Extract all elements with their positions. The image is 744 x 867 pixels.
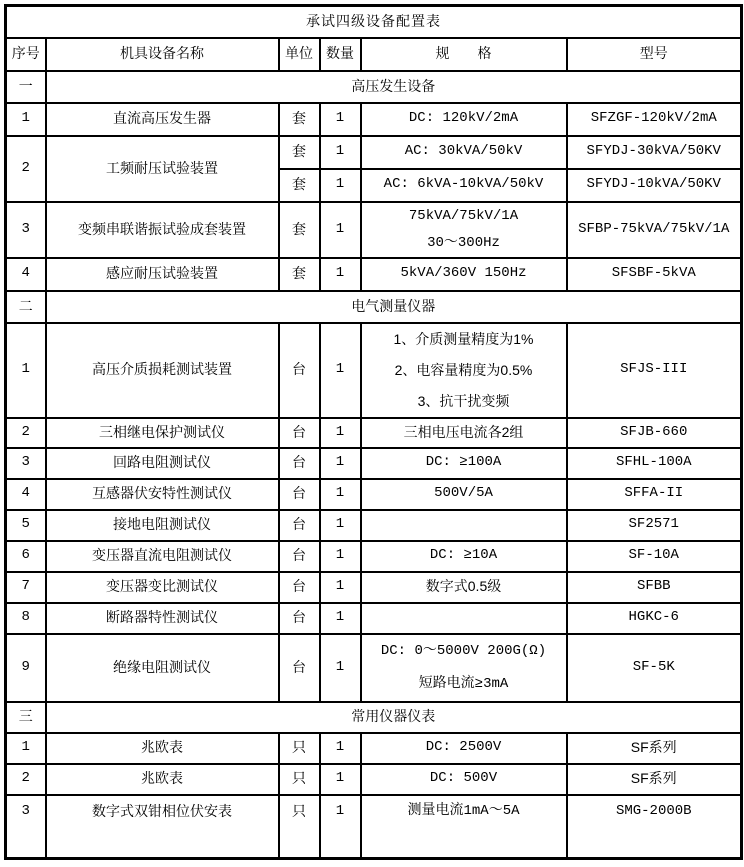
cell-unit: 台 [279, 510, 320, 541]
table-row [6, 103, 742, 136]
cell-name: 接地电阻测试仪 [46, 510, 279, 541]
spec-line: DC: 0～5000V 200G(Ω) [380, 642, 547, 659]
section-title: 电气测量仪器 [46, 291, 742, 323]
cell-unit: 台 [279, 634, 320, 702]
col-header-qty: 数量 [320, 38, 361, 71]
cell-name: 变压器直流电阻测试仪 [46, 541, 279, 572]
table-row [6, 733, 742, 764]
section-row-3 [6, 702, 742, 733]
cell-name: 回路电阻测试仪 [46, 448, 279, 479]
cell-qty: 1 [320, 418, 361, 448]
cell-model: SF2571 [567, 510, 742, 541]
cell-unit: 台 [279, 448, 320, 479]
cell-no: 3 [6, 448, 46, 479]
cell-unit: 台 [279, 323, 320, 418]
cell-spec: 三相电压电流各2组 [361, 418, 567, 448]
cell-model: SFBP-75kVA/75kV/1A [567, 202, 742, 258]
cell-spec: DC: ≥10A [361, 541, 567, 572]
cell-unit: 套 [279, 103, 320, 136]
cell-unit: 只 [279, 764, 320, 795]
cell-model: SF-10A [567, 541, 742, 572]
cell-unit: 台 [279, 572, 320, 603]
cell-qty: 1 [320, 479, 361, 510]
cell-qty: 1 [320, 603, 361, 634]
cell-unit: 台 [279, 603, 320, 634]
cell-name: 直流高压发生器 [46, 103, 279, 136]
section-row-1 [6, 71, 742, 103]
col-header-unit: 单位 [279, 38, 320, 71]
cell-unit: 台 [279, 479, 320, 510]
section-title: 高压发生设备 [46, 71, 742, 103]
cell-spec: 数字式0.5级 [361, 572, 567, 603]
title-row [6, 6, 742, 38]
cell-model: SFHL-100A [567, 448, 742, 479]
col-header-spec: 规 格 [361, 38, 567, 71]
table-row [6, 418, 742, 448]
cell-name: 变压器变比测试仪 [46, 572, 279, 603]
section-num: 三 [6, 702, 46, 733]
cell-name: 绝缘电阻测试仪 [46, 634, 279, 702]
section-row-2 [6, 291, 742, 323]
cell-qty: 1 [320, 634, 361, 702]
table-row [6, 634, 742, 702]
cell-unit: 只 [279, 795, 320, 859]
cell-spec: DC: 2500V [361, 733, 567, 764]
cell-unit: 套 [279, 258, 320, 291]
cell-no: 1 [6, 323, 46, 418]
cell-qty: 1 [320, 764, 361, 795]
cell-no: 1 [6, 733, 46, 764]
cell-spec [361, 634, 567, 702]
cell-name: 兆欧表 [46, 764, 279, 795]
table-row [6, 479, 742, 510]
table-row [6, 258, 742, 291]
spec-line: 3、抗干扰变频 [417, 392, 510, 409]
cell-spec [361, 510, 567, 541]
spec-line: 30～300Hz [427, 234, 500, 251]
cell-no: 4 [6, 258, 46, 291]
col-header-model: 型号 [567, 38, 742, 71]
table-row [6, 323, 742, 418]
section-num: 一 [6, 71, 46, 103]
cell-spec [361, 323, 567, 418]
cell-spec: DC: ≥100A [361, 448, 567, 479]
cell-unit: 只 [279, 733, 320, 764]
cell-no: 2 [6, 764, 46, 795]
cell-qty: 1 [320, 169, 361, 202]
cell-spec [361, 603, 567, 634]
cell-model: SFYDJ-10kVA/50KV [567, 169, 742, 202]
spec-line: 75kVA/75kV/1A [408, 207, 519, 224]
cell-spec: AC: 6kVA-10kVA/50kV [361, 169, 567, 202]
cell-qty: 1 [320, 258, 361, 291]
cell-no: 5 [6, 510, 46, 541]
cell-unit: 台 [279, 541, 320, 572]
cell-name: 变频串联谐振试验成套装置 [46, 202, 279, 258]
cell-model: SFJB-660 [567, 418, 742, 448]
cell-model: SMG-2000B [567, 795, 742, 859]
cell-model: SFBB [567, 572, 742, 603]
cell-name: 三相继电保护测试仪 [46, 418, 279, 448]
spec-line: 短路电流≥3mA [418, 675, 509, 692]
cell-model: SFFA-II [567, 479, 742, 510]
cell-no: 2 [6, 418, 46, 448]
cell-name: 兆欧表 [46, 733, 279, 764]
cell-qty: 1 [320, 103, 361, 136]
page-title: 承试四级设备配置表 [6, 6, 742, 38]
cell-name: 高压介质损耗测试装置 [46, 323, 279, 418]
cell-no: 6 [6, 541, 46, 572]
section-num: 二 [6, 291, 46, 323]
cell-model: SFSBF-5kVA [567, 258, 742, 291]
cell-model: SFJS-III [567, 323, 742, 418]
cell-spec: 5kVA/360V 150Hz [361, 258, 567, 291]
cell-spec: 测量电流1mA～5A [361, 795, 567, 859]
table-row [6, 448, 742, 479]
cell-qty: 1 [320, 323, 361, 418]
cell-model: SF系列 [567, 764, 742, 795]
spec-line: 2、电容量精度为0.5% [394, 361, 533, 378]
cell-model: SF系列 [567, 733, 742, 764]
col-header-name: 机具设备名称 [46, 38, 279, 71]
equipment-config-table [4, 4, 743, 860]
cell-unit: 套 [279, 136, 320, 169]
cell-qty: 1 [320, 733, 361, 764]
cell-name: 工频耐压试验装置 [46, 136, 279, 202]
col-header-no: 序号 [6, 38, 46, 71]
cell-qty: 1 [320, 202, 361, 258]
cell-no: 3 [6, 795, 46, 859]
cell-qty: 1 [320, 136, 361, 169]
table-row [6, 795, 742, 859]
cell-name: 断路器特性测试仪 [46, 603, 279, 634]
cell-spec [361, 202, 567, 258]
cell-unit: 套 [279, 169, 320, 202]
table-row [6, 764, 742, 795]
table-row [6, 603, 742, 634]
cell-name: 数字式双钳相位伏安表 [46, 795, 279, 859]
section-title: 常用仪器仪表 [46, 702, 742, 733]
cell-no: 2 [6, 136, 46, 202]
table-row [6, 541, 742, 572]
cell-qty: 1 [320, 795, 361, 859]
cell-qty: 1 [320, 572, 361, 603]
cell-spec: AC: 30kVA/50kV [361, 136, 567, 169]
table-row [6, 510, 742, 541]
table-row [6, 202, 742, 258]
cell-qty: 1 [320, 448, 361, 479]
cell-model: SF-5K [567, 634, 742, 702]
cell-spec: DC: 120kV/2mA [361, 103, 567, 136]
cell-no: 9 [6, 634, 46, 702]
cell-spec: 500V/5A [361, 479, 567, 510]
table-row [6, 136, 742, 169]
cell-model: SFZGF-120kV/2mA [567, 103, 742, 136]
cell-no: 7 [6, 572, 46, 603]
cell-qty: 1 [320, 510, 361, 541]
cell-no: 4 [6, 479, 46, 510]
table-row [6, 572, 742, 603]
cell-unit: 台 [279, 418, 320, 448]
cell-no: 8 [6, 603, 46, 634]
cell-spec: DC: 500V [361, 764, 567, 795]
cell-name: 感应耐压试验装置 [46, 258, 279, 291]
cell-unit: 套 [279, 202, 320, 258]
header-row [6, 38, 742, 71]
cell-model: SFYDJ-30kVA/50KV [567, 136, 742, 169]
cell-model: HGKC-6 [567, 603, 742, 634]
cell-qty: 1 [320, 541, 361, 572]
cell-no: 1 [6, 103, 46, 136]
cell-no: 3 [6, 202, 46, 258]
cell-name: 互感器伏安特性测试仪 [46, 479, 279, 510]
spec-line: 1、介质测量精度为1% [393, 330, 534, 347]
